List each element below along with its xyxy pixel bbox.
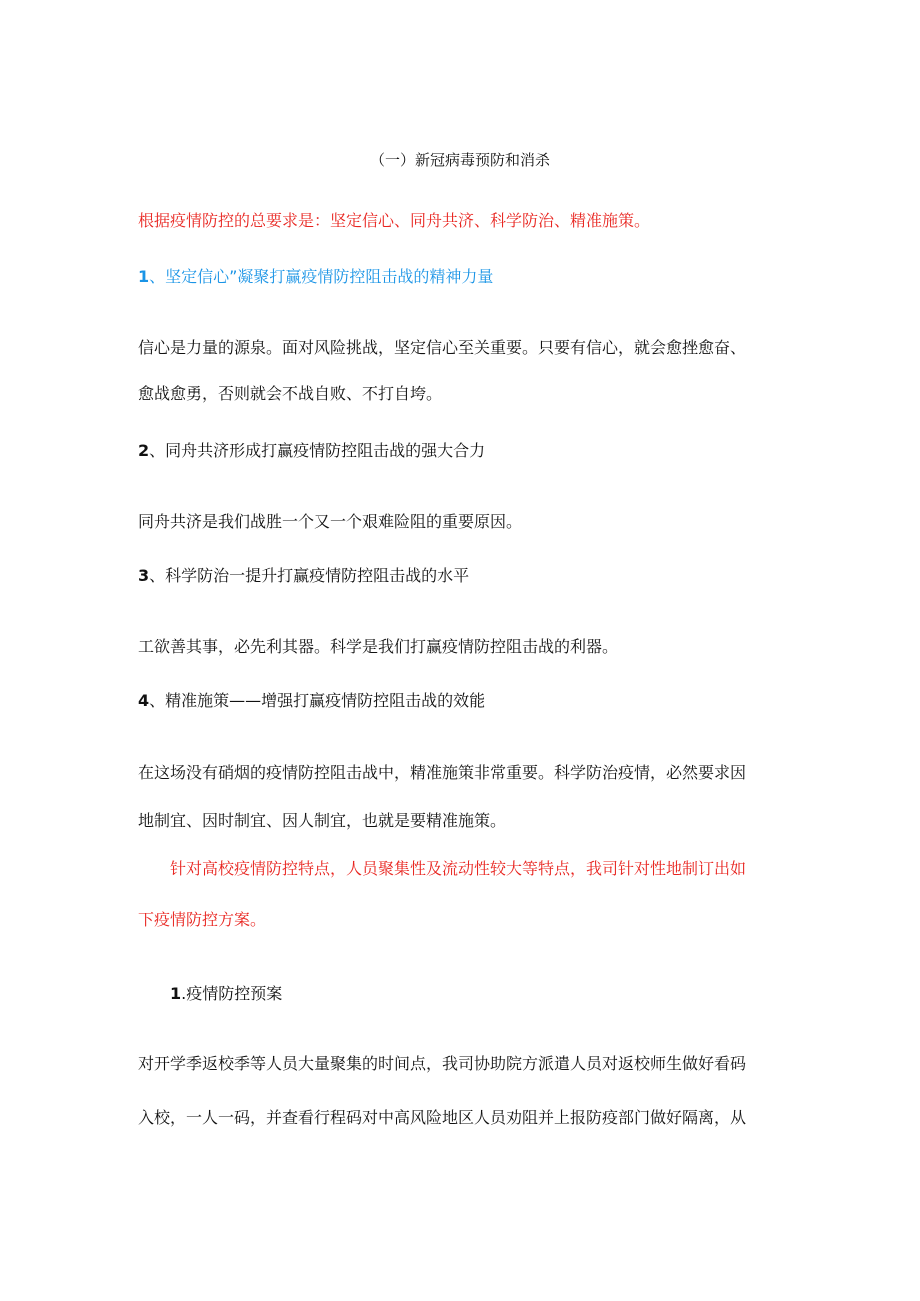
- plan-body-line-1: 对开学季返校季等人员大量聚集的时间点，我司协助院方派遣人员对返校师生做好看码: [138, 1054, 747, 1073]
- section-2-heading-text: 、同舟共济形成打赢疫情防控阻击战的强大合力: [149, 441, 486, 460]
- section-2-body-line-1: 同舟共济是我们战胜一个又一个艰难险阻的重要原因。: [138, 512, 523, 531]
- plan-intro-line-2: 下疫情防控方案。: [138, 910, 267, 929]
- section-4-body-line-2: 地制宜、因时制宜、因人制宜，也就是要精准施策。: [138, 811, 507, 830]
- plan-item-number: 1: [170, 984, 182, 1003]
- plan-item-label: .疫情防控预案: [181, 984, 283, 1003]
- section-4-body-line-1: 在这场没有硝烟的疫情防控阻击战中，精准施策非常重要。科学防治疫情，必然要求因: [138, 763, 747, 782]
- section-3-heading-text: 、科学防治一提升打赢疫情防控阻击战的水平: [149, 566, 470, 585]
- section-1-heading: [138, 267, 493, 287]
- section-3-heading: [138, 566, 469, 586]
- section-2-number: 2: [138, 441, 150, 460]
- summary-requirements: 根据疫情防控的总要求是：坚定信心、同舟共济、科学防治、精准施策。: [138, 211, 651, 230]
- section-3-number: 3: [138, 566, 150, 585]
- plan-intro-line-1: 针对高校疫情防控特点，人员聚集性及流动性较大等特点，我司针对性地制订出如: [170, 859, 747, 878]
- section-3-body-line-1: 工欲善其事，必先利其器。科学是我们打赢疫情防控阻击战的利器。: [138, 637, 619, 656]
- section-4-heading: [138, 691, 485, 711]
- plan-item-heading: [170, 984, 282, 1004]
- section-1-number: 1: [138, 267, 150, 286]
- section-1-body-line-2: 愈战愈勇，否则就会不战自败、不打自垮。: [138, 384, 443, 403]
- section-4-heading-text: 、精准施策——增强打赢疫情防控阻击战的效能: [149, 691, 486, 710]
- section-1-heading-text: 、坚定信心”凝聚打赢疫情防控阻击战的精神力量: [149, 267, 494, 286]
- plan-body-line-2: 入校，一人一码，并查看行程码对中高风险地区人员劝阻并上报防疫部门做好隔离，从: [138, 1108, 747, 1127]
- section-2-heading: [138, 441, 485, 461]
- section-1-body-line-1: 信心是力量的源泉。面对风险挑战，坚定信心至关重要。只要有信心，就会愈挫愈奋、: [138, 338, 747, 357]
- section-4-number: 4: [138, 691, 150, 710]
- document-title: （一）新冠病毒预防和消杀: [369, 151, 550, 169]
